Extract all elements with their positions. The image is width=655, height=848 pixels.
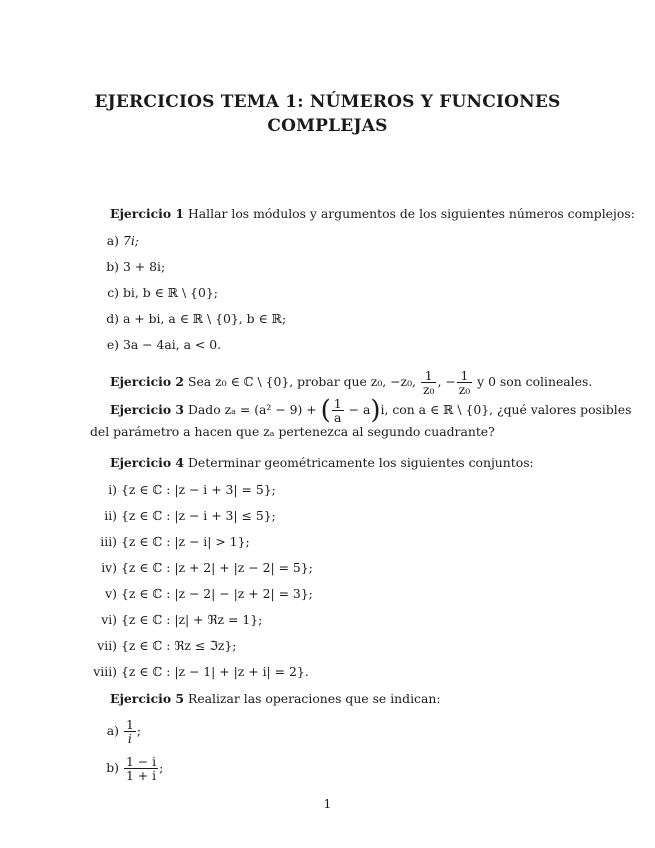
exercise-3-statement	[110, 396, 631, 424]
exercise-4-item	[90, 534, 250, 550]
item-label: i)	[108, 482, 117, 497]
item-label: a)	[106, 233, 119, 248]
exercise-1-item	[103, 233, 139, 249]
fraction-numerator: 1	[421, 369, 437, 383]
item-text: {z ∈ ℂ : ℜz ≤ ℑz};	[120, 638, 237, 653]
item-label: viii)	[93, 664, 117, 679]
item-label: a)	[106, 723, 119, 738]
document-title	[60, 90, 595, 138]
title-line-1: EJERCICIOS TEMA 1: NÚMEROS Y FUNCIONES	[94, 92, 561, 112]
exercise-3-line-2: del parámetro a hacen que zₐ pertenezca al segundo cuadrante?	[90, 424, 495, 439]
exercise-4-item	[90, 482, 276, 498]
exercise-5-heading: Ejercicio 5	[110, 691, 185, 706]
item-label: b)	[106, 760, 119, 775]
exercise-2-text-mid: , −	[437, 374, 456, 389]
exercise-4-item	[90, 638, 236, 654]
item-label: iv)	[101, 560, 117, 575]
page-number: 1	[323, 796, 332, 811]
exercise-1-statement	[110, 206, 635, 222]
fraction-denominator: i	[127, 731, 132, 746]
exercise-4-item	[90, 664, 309, 680]
item-text: 3a − 4ai, a < 0.	[122, 337, 222, 352]
exercise-5-item	[103, 716, 141, 746]
fraction-numerator: 1 − i	[125, 754, 157, 769]
exercise-1-item	[103, 285, 218, 301]
fraction-denominator: z₀	[458, 382, 471, 397]
exercise-3-text-post: i, con a ∈ ℝ \ {0}, ¿qué valores posibles	[380, 402, 632, 417]
exercise-3-text-pre: Dado zₐ = (a² − 9) +	[184, 402, 321, 417]
left-parenthesis: (	[320, 395, 331, 426]
item-label: iii)	[100, 534, 117, 549]
fraction-one-over-a	[332, 397, 344, 424]
item-text: {z ∈ ℂ : |z| + ℜz = 1};	[120, 612, 263, 627]
item-tail: ;	[136, 723, 142, 738]
item-text: {z ∈ ℂ : |z − i + 3| ≤ 5};	[120, 508, 276, 523]
exercise-4-item	[90, 560, 313, 576]
item-text: {z ∈ ℂ : |z − 1| + |z + i| = 2}.	[120, 664, 309, 679]
item-text: 7i;	[122, 233, 139, 248]
item-label: v)	[105, 586, 117, 601]
item-text: {z ∈ ℂ : |z + 2| + |z − 2| = 5};	[120, 560, 313, 575]
item-text: {z ∈ ℂ : |z − i| > 1};	[120, 534, 250, 549]
item-label: e)	[106, 337, 119, 352]
fraction-numerator: 1	[333, 396, 342, 411]
exercise-1-item	[103, 311, 286, 327]
exercise-4-item	[90, 586, 313, 602]
fraction-one-over-z0	[421, 369, 437, 396]
item-tail: ;	[159, 760, 164, 775]
fraction-numerator: 1	[125, 717, 134, 732]
exercise-2-text-post: y 0 son colineales.	[473, 374, 593, 389]
item-label: d)	[106, 311, 119, 326]
fraction-one-over-z0-bar	[457, 369, 473, 396]
title-line-2: COMPLEJAS	[267, 116, 388, 136]
item-label: ii)	[104, 508, 117, 523]
right-parenthesis: )	[370, 395, 381, 426]
exercise-4-heading: Ejercicio 4	[110, 455, 185, 470]
item-text: a + bi, a ∈ ℝ \ {0}, b ∈ ℝ;	[122, 311, 287, 326]
exercise-2-statement	[110, 368, 592, 396]
exercise-3-paren-inner: − a	[344, 402, 371, 417]
exercise-2-heading: Ejercicio 2	[110, 374, 185, 389]
exercise-3-continuation	[90, 424, 495, 440]
fraction-one-minus-i-over-one-plus-i	[124, 755, 158, 782]
fraction-denominator: z₀	[422, 382, 435, 397]
fraction-denominator: a	[334, 410, 342, 425]
item-label: b)	[106, 259, 119, 274]
exercise-1-heading: Ejercicio 1	[110, 206, 185, 221]
item-label: vi)	[101, 612, 117, 627]
exercise-5-statement	[110, 691, 441, 707]
item-text: 3 + 8i;	[122, 259, 166, 274]
exercise-4-text: Determinar geométricamente los siguientes conjuntos:	[184, 455, 534, 470]
fraction-one-over-i	[124, 718, 136, 745]
fraction-denominator: 1 + i	[125, 768, 157, 783]
exercise-4-item	[90, 612, 262, 628]
item-label: c)	[107, 285, 119, 300]
exercise-4-item	[90, 508, 276, 524]
exercise-1-text: Hallar los módulos y argumentos de los siguientes números complejos:	[184, 206, 635, 221]
exercise-5-item	[103, 753, 163, 783]
item-text: {z ∈ ℂ : |z − i + 3| = 5};	[120, 482, 276, 497]
exercise-1-item	[103, 259, 165, 275]
exercise-1-item	[103, 337, 221, 353]
item-text: {z ∈ ℂ : |z − 2| − |z + 2| = 3};	[120, 586, 313, 601]
item-text: bi, b ∈ ℝ \ {0};	[122, 285, 218, 300]
exercise-5-text: Realizar las operaciones que se indican:	[184, 691, 441, 706]
fraction-numerator: 1	[457, 369, 473, 383]
exercise-3-heading: Ejercicio 3	[110, 402, 185, 417]
exercise-2-text-pre: Sea z₀ ∈ ℂ \ {0}, probar que z₀, −z₀,	[184, 374, 420, 389]
item-label: vii)	[97, 638, 117, 653]
exercise-4-statement	[110, 455, 534, 471]
